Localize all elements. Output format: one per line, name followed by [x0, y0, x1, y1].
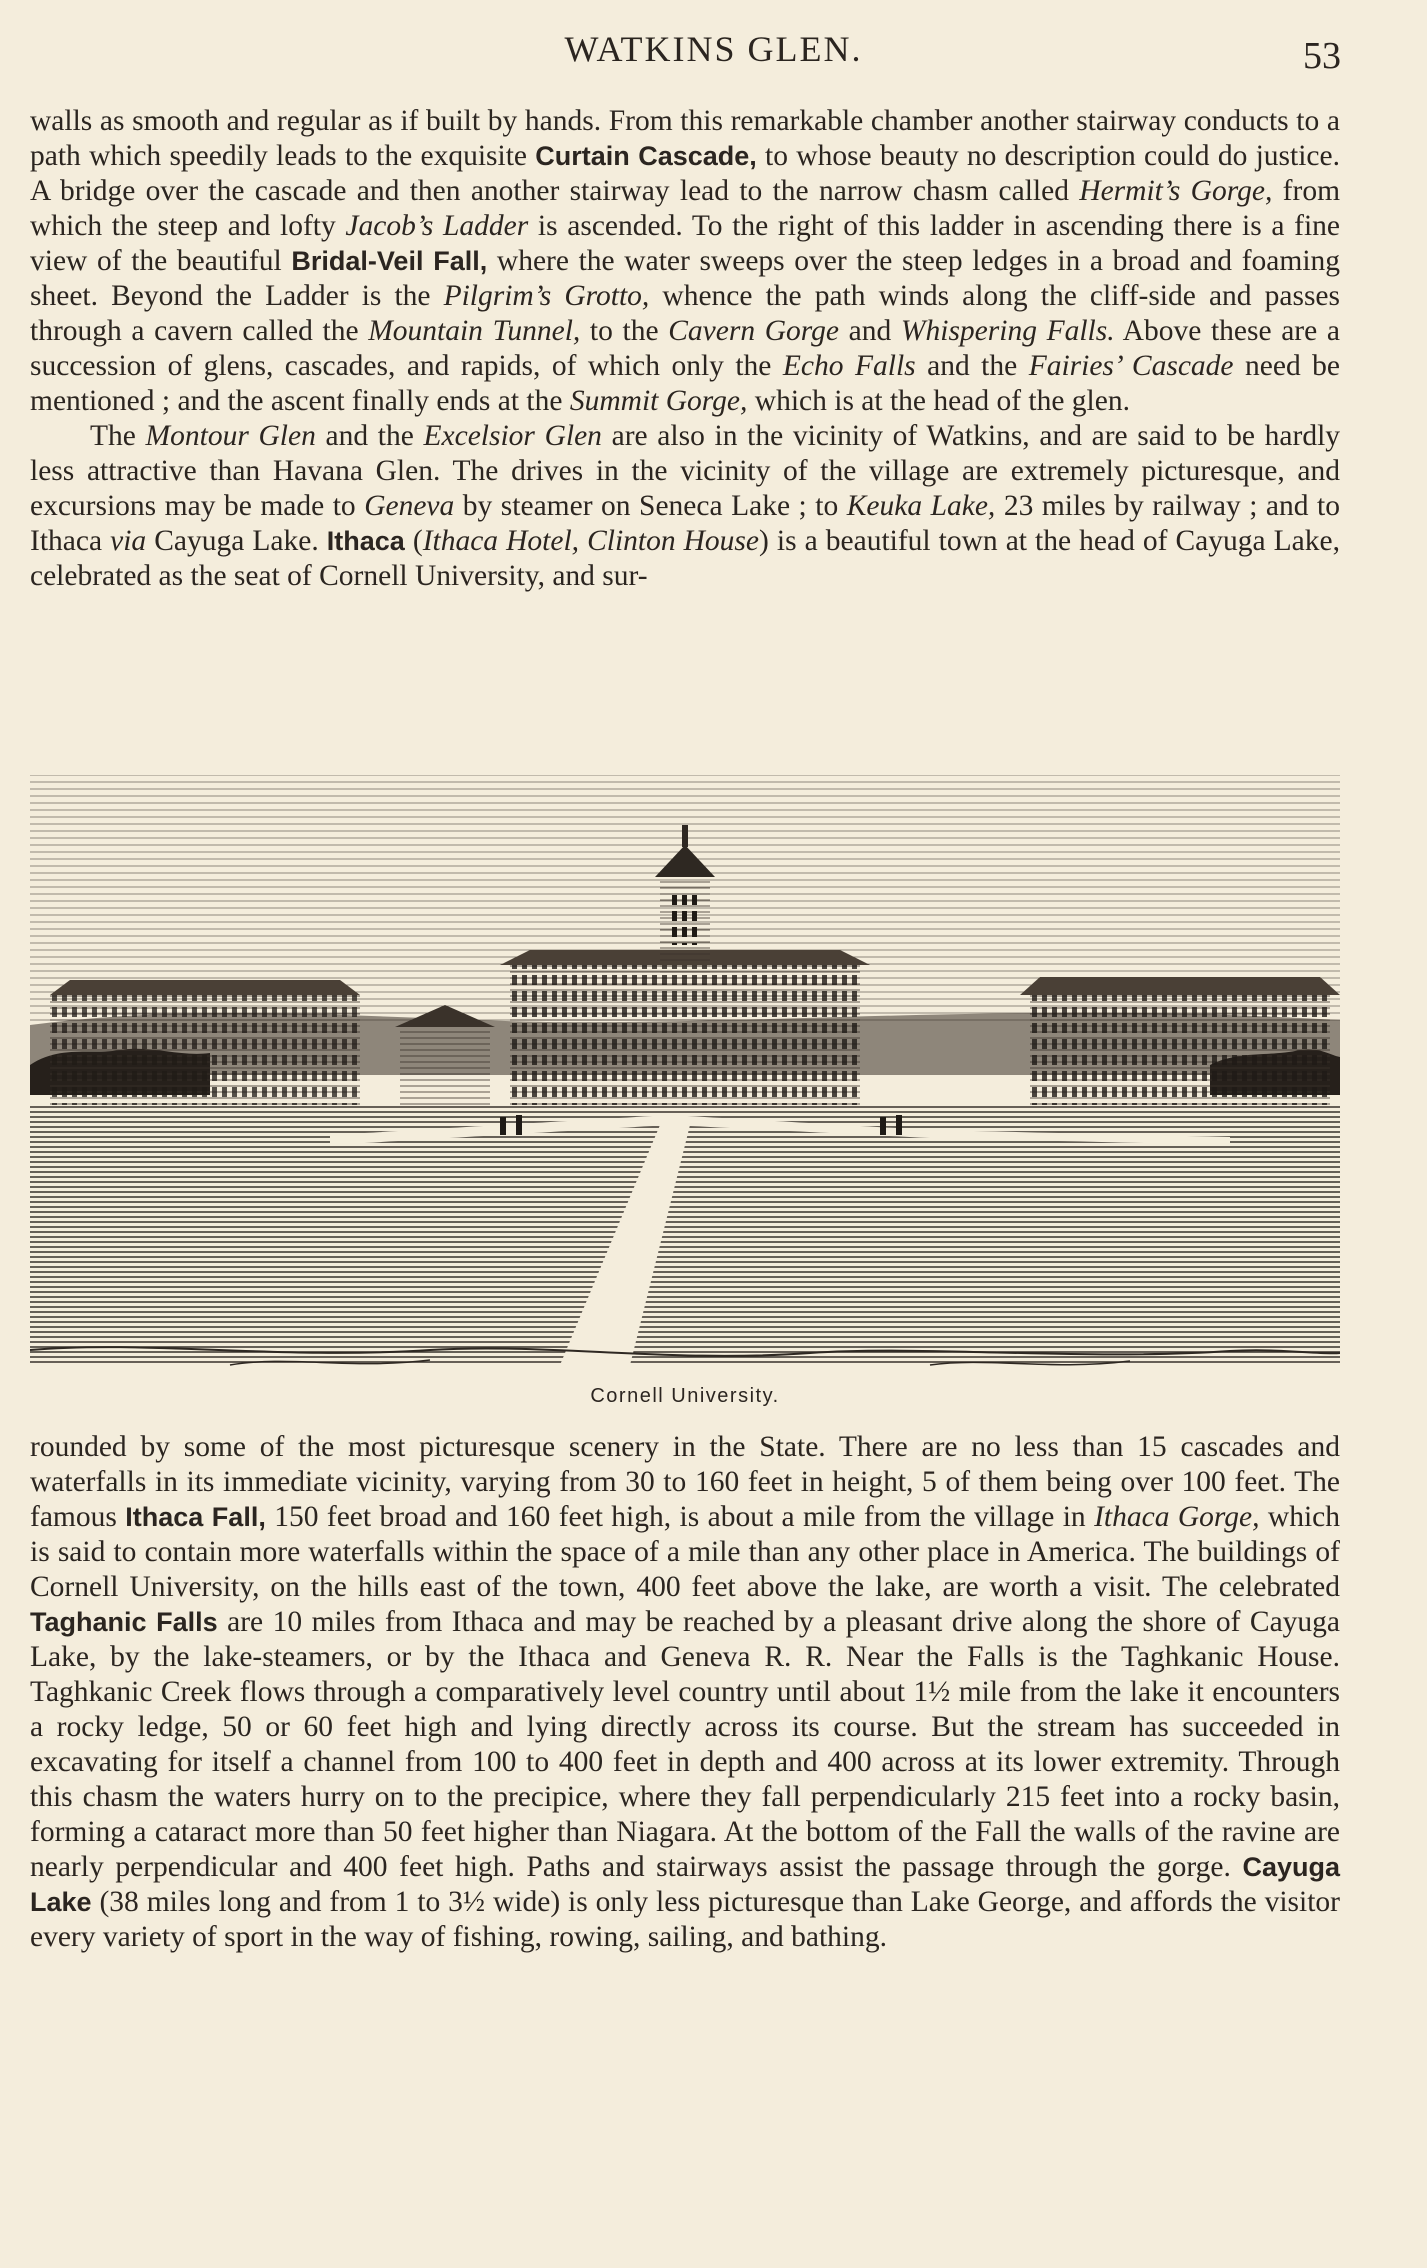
italic-name: Excelsior Glen — [423, 420, 602, 452]
italic-name: Jacob’s Ladder — [345, 210, 529, 242]
text-run: Above these are a succession of glens, cascades, and rapids, of which only the — [30, 315, 1340, 382]
text-run: ( — [404, 525, 423, 557]
italic-name: Whispering Falls. — [900, 315, 1115, 347]
text-run: Cayuga Lake. — [146, 525, 327, 557]
italic-name: Hermit’s Gorge, — [1079, 175, 1273, 207]
italic-name: Mountain Tunnel, — [368, 315, 581, 347]
text-run: from which the steep and lofty — [30, 175, 1341, 242]
italic-name: Echo Falls — [782, 350, 916, 382]
text-run: which is said to contain more waterfalls within the space of a mile than any other place in America. The buildings of Cornell University, on the hills east of the town, 400 feet above the lake, are worth a visit. The celebrated — [30, 1501, 1340, 1603]
text-run: are 10 miles from Ithaca and may be reached by a pleasant drive along the shore of Cayuga Lake, by the lake-steamers, or by the Ithaca and Geneva R. R. Near the Falls is the Taghkanic House. Taghkanic Creek flows through a comparatively level country until about 1½ mile from the lake it encounters a rocky ledge, 50 or 60 feet high and lying directly across its course. But the stream has succeeded in excavating for itself a channel from 100 to 400 feet in depth and 400 across at its lower extremity. Through this chasm the waters hurry on to the precipice, where they fall perpendicularly 215 feet into a rocky basin, forming a cataract more than 50 feet higher than Niagara. At the bottom of the Fall the walls of the ravine are nearly perpendicular and 400 feet high. Paths and stairways assist the passage through the gorge. — [30, 1606, 1341, 1883]
italic-name: Ithaca Hotel, Clinton House — [422, 525, 760, 557]
paragraph — [30, 104, 1340, 419]
running-title: WATKINS GLEN. — [564, 29, 863, 69]
text-run: to the — [580, 315, 669, 347]
italic-name: via — [110, 525, 147, 557]
text-run: The — [90, 420, 146, 452]
text-run: which is at the head of the glen. — [747, 385, 1130, 417]
bold-place-name: Ithaca Fall, — [125, 1502, 266, 1532]
text-run: are also in the vicinity of Watkins, and are said to be hardly less attractive than Havana Glen. The drives in the vicinity of the village are extremely picturesque, and excursions may be made to — [30, 420, 1341, 522]
text-run: need be mentioned ; and the ascent finally ends at the — [30, 350, 1341, 417]
paragraph — [30, 419, 1340, 594]
engraving-figure — [30, 765, 1340, 1407]
body-text-bottom — [30, 1430, 1340, 1955]
text-run: ) is a beautiful town at the head of Cayuga Lake, celebrated as the seat of Cornell University, and sur- — [30, 525, 1340, 592]
italic-name: Montour Glen — [145, 420, 316, 452]
bold-place-name: Curtain Cascade, — [535, 141, 757, 171]
text-run: walls as smooth and regular as if built by hands. From this remarkable chamber another stairway conducts to a path which speedily leads to the exquisite — [30, 105, 1340, 172]
text-run: by steamer on Seneca Lake ; to — [454, 490, 847, 522]
body-text-top — [30, 104, 1340, 594]
italic-name: Cavern Gorge — [668, 315, 840, 347]
text-run: and the — [315, 420, 424, 452]
italic-name: Fairies’ Cascade — [1028, 350, 1234, 382]
italic-name: Geneva — [364, 490, 455, 522]
text-run: to whose beauty no description could do justice. A bridge over the cascade and then another stairway lead to the narrow chasm called — [30, 140, 1340, 207]
paragraph — [30, 1430, 1340, 1955]
bold-place-name: Bridal-Veil Fall, — [291, 246, 488, 276]
cornell-university-engraving — [30, 765, 1340, 1380]
text-run: 23 miles by railway ; and to Ithaca — [30, 490, 1340, 557]
page-number: 53 — [1303, 35, 1341, 77]
italic-name: Pilgrim’s Grotto, — [443, 280, 650, 312]
text-run: and — [839, 315, 901, 347]
bold-place-name: Ithaca — [326, 526, 405, 556]
text-run: where the water sweeps over the steep ledges in a broad and foaming sheet. Beyond the Ladder is the — [30, 245, 1341, 312]
text-run: 150 feet broad and 160 feet high, is about a mile from the village in — [265, 1501, 1095, 1533]
text-run: (38 miles long and from 1 to 3½ wide) is only less picturesque than Lake George, and affords the visitor every variety of sport in the way of fishing, rowing, sailing, and bathing. — [30, 1886, 1340, 1953]
figure-caption: Cornell University. — [590, 1385, 780, 1407]
bold-place-name: Cayuga Lake — [30, 1852, 1340, 1917]
text-run: rounded by some of the most picturesque scenery in the State. There are no less than 15 cascades and waterfalls in its immediate vicinity, varying from 30 to 160 feet in height, 5 of them being over 100 feet. The famous — [30, 1431, 1340, 1533]
bold-place-name: Taghanic Falls — [30, 1607, 218, 1637]
italic-name: Summit Gorge, — [569, 385, 748, 417]
text-run: whence the path winds along the cliff-side and passes through a cavern called the — [30, 280, 1341, 347]
italic-name: Keuka Lake, — [846, 490, 996, 522]
page-header — [0, 28, 1427, 88]
text-run: is ascended. To the right of this ladder in ascending there is a fine view of the beautiful — [30, 210, 1341, 277]
italic-name: Ithaca Gorge, — [1094, 1501, 1260, 1533]
text-run: and the — [915, 350, 1029, 382]
